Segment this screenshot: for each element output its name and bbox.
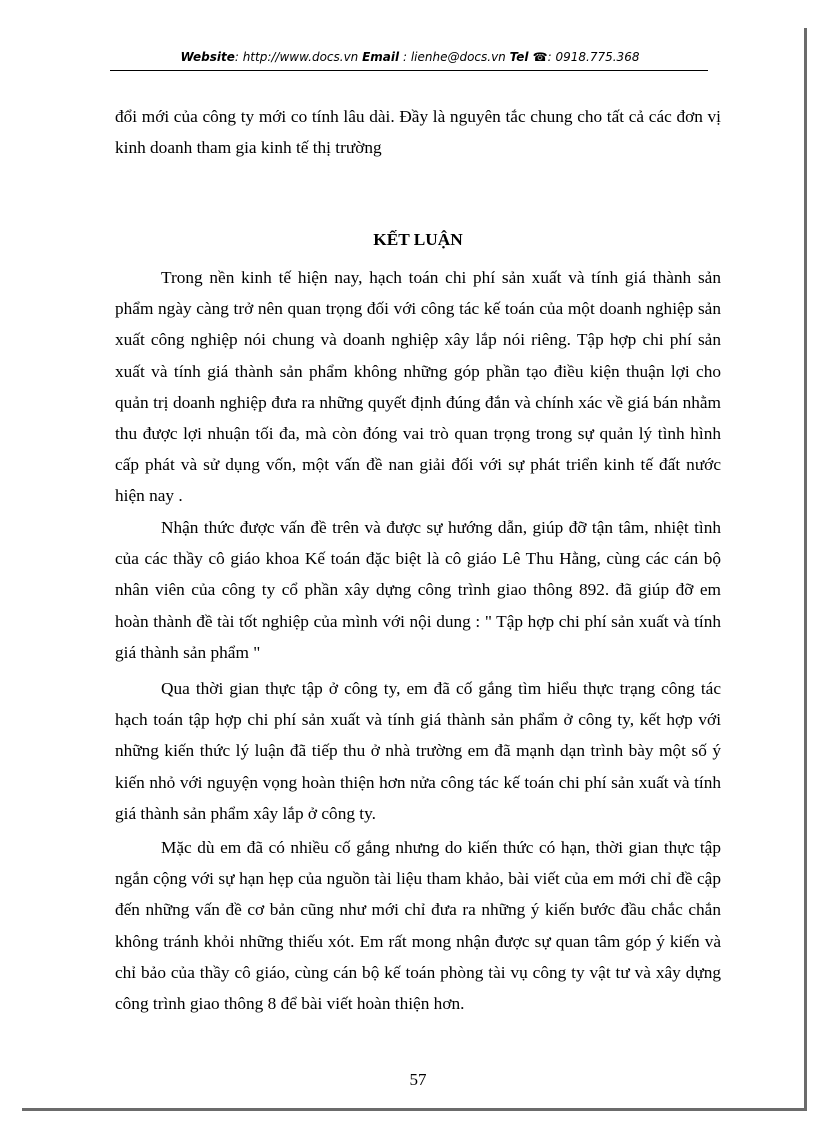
email-label: Email bbox=[362, 50, 400, 64]
page-shadow-bottom bbox=[22, 1108, 807, 1111]
website-url: : http://www.docs.vn bbox=[234, 50, 363, 64]
conclusion-paragraph-2: Nhận thức được vấn đề trên và được sự hướng dẫn, giúp đỡ tận tâm, nhiệt tình của các thầy cô giáo khoa Kế toán đặc biệt là cô giáo Lê Thu Hằng, cùng các cán bộ nhân viên của công ty cổ phần xây dựng công trình giao thông 892. đã giúp đỡ em hoàn thành đề tài tốt nghiệp của mình với nội dung : " Tập hợp chi phí sản xuất và tính giá thành sản phẩm " bbox=[115, 518, 721, 662]
page-shadow-right bbox=[804, 28, 807, 1110]
header-divider bbox=[110, 70, 708, 71]
tel-number: : 0918.775.368 bbox=[547, 50, 640, 64]
intro-paragraph: đổi mới của công ty mới co tính lâu dài. Đầy là nguyên tắc chung cho tất cả các đơn vị kinh doanh tham gia kinh tế thị trường bbox=[115, 107, 721, 158]
conclusion-paragraph-4: Mặc dù em đã có nhiều cố gắng nhưng do kiến thức có hạn, thời gian thực tập ngắn cộng với sự hạn hẹp của nguồn tài liệu tham khảo, bài viết của em mới chỉ đề cập đến những vấn đề cơ bản cũng như mới chỉ đưa ra những ý kiến bước đầu chắc chắn không tránh khỏi những thiếu xót. Em rất mong nhận được sự quan tâm góp ý kiến và chỉ bảo của thầy cô giáo, cùng cán bộ kế toán phòng tài vụ công ty vật tư và xây dựng công trình giao thông 8 để bài viết hoàn thiện hơn. bbox=[115, 838, 721, 1014]
email-address: : lienhe@docs.vn bbox=[399, 50, 510, 64]
tel-label: Tel ☎ bbox=[509, 50, 548, 64]
page-number: 57 bbox=[409, 1070, 427, 1089]
conclusion-paragraph-3: Qua thời gian thực tập ở công ty, em đã cố gắng tìm hiểu thực trạng công tác hạch toán tập hợp chi phí sản xuất và tính giá thành sản phẩm ở công ty, kết hợp với những kiến thức lý luận đã tiếp thu ở nhà trường em đã mạnh dạn trình bày một số ý kiến nhỏ với nguyện vọng hoàn thiện hơn nửa công tác kế toán chi phí sản xuất và tính giá thành sản phẩm xây lắp ở công ty. bbox=[115, 679, 721, 823]
page-header bbox=[110, 50, 710, 64]
conclusion-paragraph-1: Trong nền kinh tế hiện nay, hạch toán chi phí sản xuất và tính giá thành sản phẩm ngày càng trở nên quan trọng đối với công tác kế toán của một doanh nghiệp sản xuất công nghiệp nói chung và doanh nghiệp xây lắp nói riêng. Tập hợp chi phí sản xuất và tính giá thành sản phẩm không những góp phần tạo điều kiện thuận lợi cho quản trị doanh nghiệp đưa ra những quyết định đúng đắn và chính xác về giá bán nhằm thu được lợi nhuận tối đa, mà còn đóng vai trò quan trọng trong sự quản lý tình hình cấp phát và sử dụng vốn, một vấn đề nan giải đối với sự phát triển kinh tế đất nước hiện nay . bbox=[115, 268, 721, 506]
section-title: KẾT LUẬN bbox=[373, 230, 463, 249]
website-label: Website bbox=[180, 50, 235, 64]
